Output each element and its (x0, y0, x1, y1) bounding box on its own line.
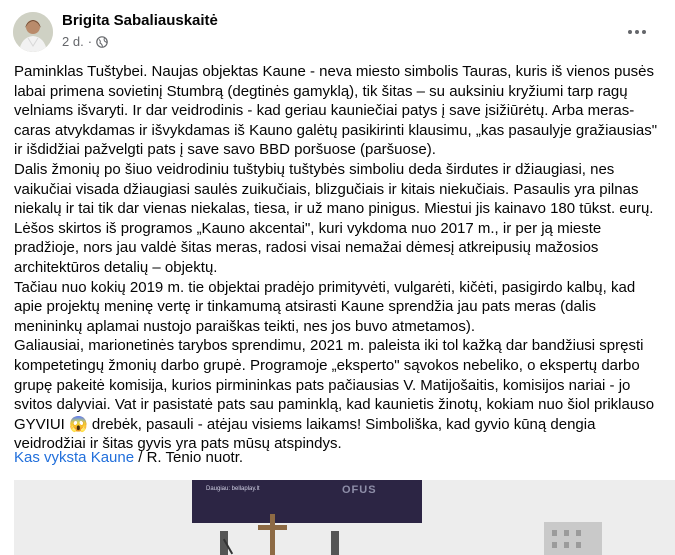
author-name[interactable]: Brigita Sabaliauskaitė (62, 12, 218, 29)
caption-credit: / R. Tenio nuotr. (134, 449, 244, 466)
building (544, 522, 602, 555)
kas-vyksta-kaune-link[interactable]: Kas vyksta Kaune (14, 449, 135, 466)
billboard-logo: OFUS (342, 484, 377, 496)
post-text (14, 62, 664, 454)
globe-icon[interactable] (96, 36, 108, 48)
post-photo[interactable] (14, 480, 675, 555)
billboard (192, 480, 422, 523)
meta-separator: · (87, 34, 93, 49)
avatar[interactable] (13, 12, 53, 52)
profile-photo (13, 12, 53, 52)
post-paragraph: Tačiau nuo kokių 2019 m. tie objektai pradėjo primityvėti, vulgarėti, kičėti, pasigirdo kalbų, kad apie projektų meninę vertę ir tinkamumą atsirasti Kaune sprendžia jau pats meras (dalis menininkų aplamai nustojo paraiškas teikti, nes jos buvo atmetamos). (14, 278, 636, 335)
cross-bar (258, 525, 287, 530)
post-paragraph: Galiausiai, marionetinės tarybos sprendimu, 2021 m. paleista iki tol kažką dar bandžiusi spręsti kompetetingų žmonių darbo grupė. Programoje „eksperto" sąvokos nebeliko, o ekspertų darbo grupę pakeitė komisija, kurios pirmininkas pats pačiausias V. Matijošaitis, komisijos nariai - jo svitos dalyviai. Vat ir pasistatė pats sau paminklą, kad kaunietis žinotų, kokiam nuo šiol priklauso GYVIUI 😱 drebėk, pasauli - atėjau visiems laikams! Simboliška, kad gyvio kūną dengia veidrodžiai ir šitas gyvis yra pats mūsų atspindys. (14, 337, 655, 453)
more-dots-icon (628, 30, 646, 34)
more-options-button[interactable] (623, 18, 651, 46)
photo-caption (14, 449, 243, 466)
billboard-text: Daugiau: bellaplay.lt (206, 486, 260, 492)
cross-post (270, 514, 275, 555)
post-paragraph: Dalis žmonių po šiuo veidrodiniu tuštybių tuštybės simboliu deda širdutes ir džiaugiasi, nes vaikučiai visada džiaugiasi saulės zuikučiais, blizgučiais ir kitais niekučiais. Pasaulis yra pilnas niekalų ir tai tik dar vienas niekalas, tiesa, ir už mano pinigus. Miestui jis kainavo 180 tūkst. eurų. Lėšos skirtos iš programos „Kauno akcentai", kuri vykdoma nuo 2017 m., ir per ją mieste pradžioje, nors jau valdė šitas meras, radosi visai nemažai dėmesį atkreipusių mažosios architektūros detalių – objektų. (14, 160, 654, 276)
post-meta (62, 34, 108, 49)
post-header (0, 0, 675, 60)
billboard-pole (331, 531, 339, 555)
post-paragraph: Paminklas Tuštybei. Naujas objektas Kaune - neva miesto simbolis Tauras, kuris iš vienos pusės labai primena sovietinį Stumbrą (degtinės gamyklą), tik šitas – su auksiniu kryžiumi tarp ragų velniams išvaryti. Ir dar veidrodinis - kad geriau kauniečiai patys į save įsižiūrėtų. Arba meras-caras atvykdamas ir išvykdamas iš Kauno galėtų pasikirinti klausimu, „kas pasaulyje gražiausias" ir išdidžiai pažvelgti pats į save savo BBD poršuose (paršuose). (14, 63, 658, 159)
post-time[interactable]: 2 d. (62, 34, 84, 49)
